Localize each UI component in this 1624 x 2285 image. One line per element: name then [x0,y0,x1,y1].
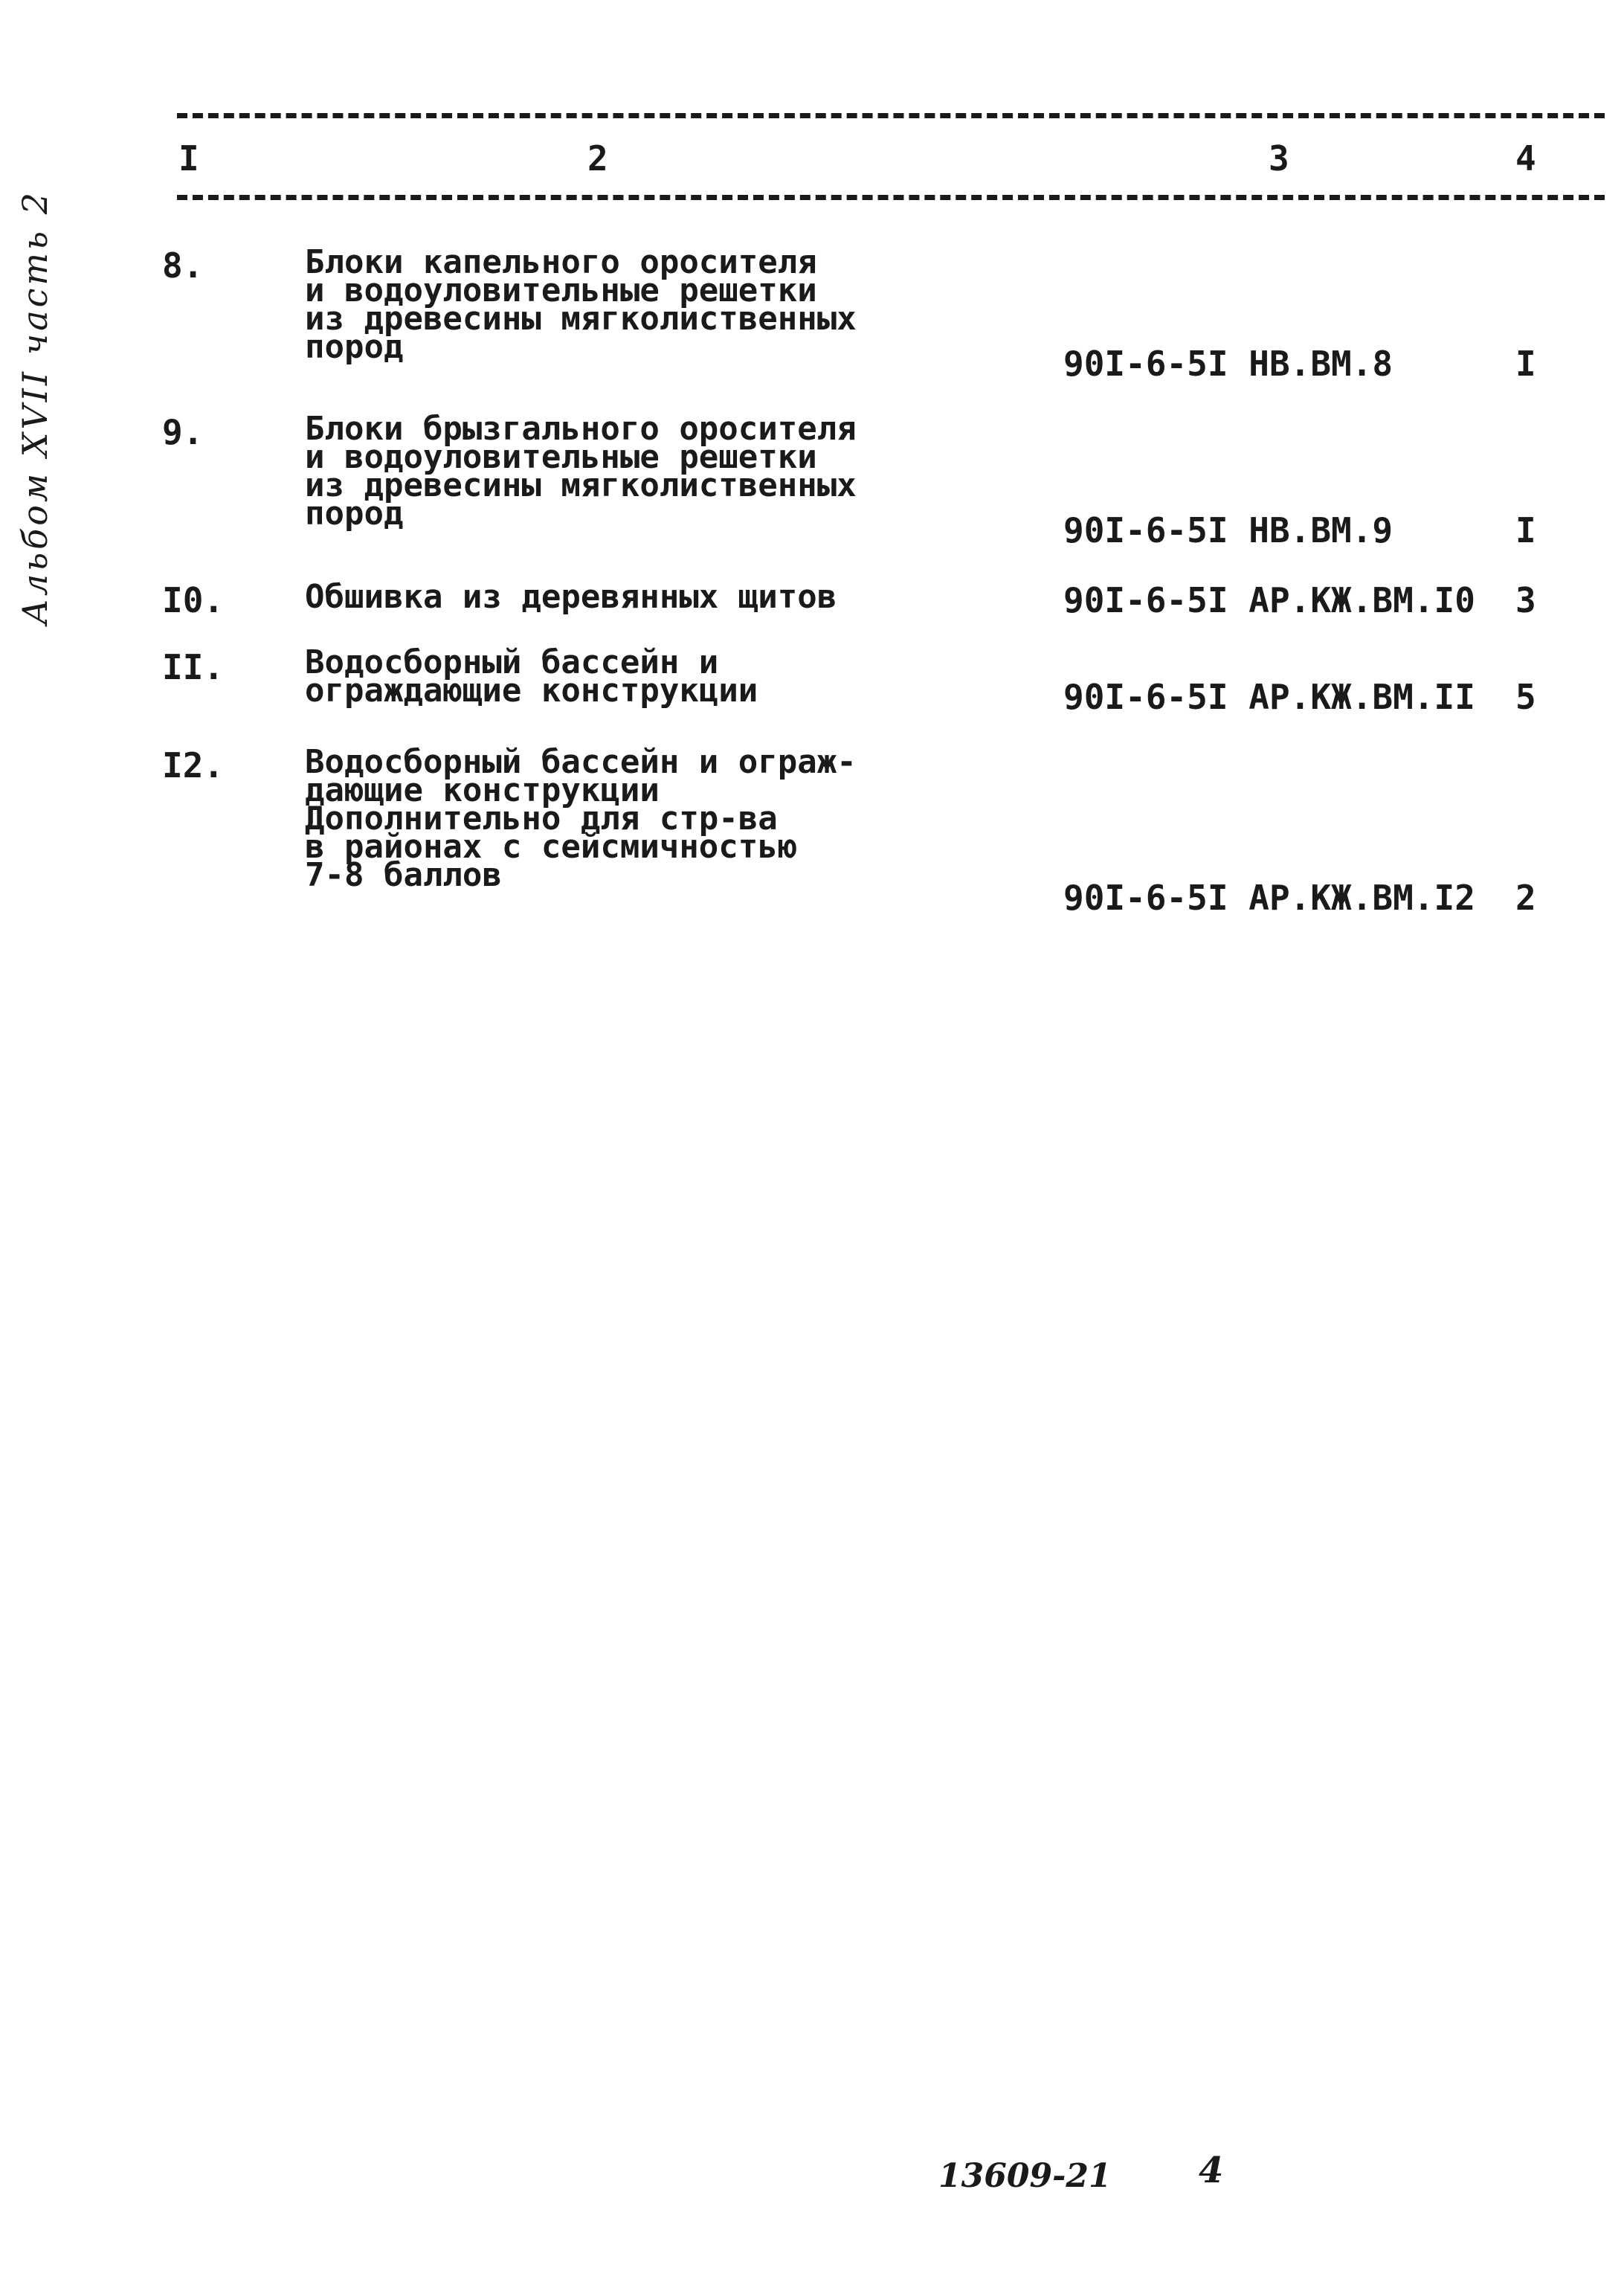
row-sheet-count: I [1515,344,1536,384]
row-document-code: 90I-6-5I АР.КЖ.ВМ.I0 [1063,580,1475,620]
row-sheet-count: 2 [1515,878,1536,918]
column-header-4: 4 [1515,138,1536,179]
document-number: 13609-21 [938,2157,1112,2195]
row-document-code: 90I-6-5I НВ.ВМ.8 [1063,344,1393,384]
row-number: I2. [162,745,225,785]
row-number: II. [162,647,225,687]
side-handwritten-note: Альбом XVII часть 2 [15,190,55,625]
column-header-3: 3 [1269,138,1289,179]
header-bottom-dashed-rule [177,195,1605,200]
page-number: 4 [1199,2150,1224,2191]
row-number: 8. [162,245,204,286]
row-document-code: 90I-6-5I АР.КЖ.ВМ.II [1063,677,1475,717]
row-sheet-count: 5 [1515,677,1536,717]
row-description: Водосборный бассейн и ограждающие конструкции [305,643,758,710]
row-sheet-count: I [1515,510,1536,550]
row-description: Обшивка из деревянных щитов [305,578,837,616]
row-description: Блоки капельного оросителя и водоуловительные решетки из древесины мягколиственных пород [305,243,857,366]
row-description: Водосборный бассейн и ограж- дающие конструкции Дополнительно для стр-ва в районах с сейсмичностью 7-8 баллов [305,743,857,894]
row-sheet-count: 3 [1515,580,1536,620]
column-header-1: I [178,138,199,179]
column-header-2: 2 [587,138,608,179]
row-document-code: 90I-6-5I НВ.ВМ.9 [1063,510,1393,550]
row-number: I0. [162,580,225,620]
row-description: Блоки брызгального оросителя и водоуловительные решетки из древесины мягколиственных пород [305,410,857,533]
header-top-dashed-rule [177,113,1605,118]
row-document-code: 90I-6-5I АР.КЖ.ВМ.I2 [1063,878,1475,918]
row-number: 9. [162,412,204,452]
